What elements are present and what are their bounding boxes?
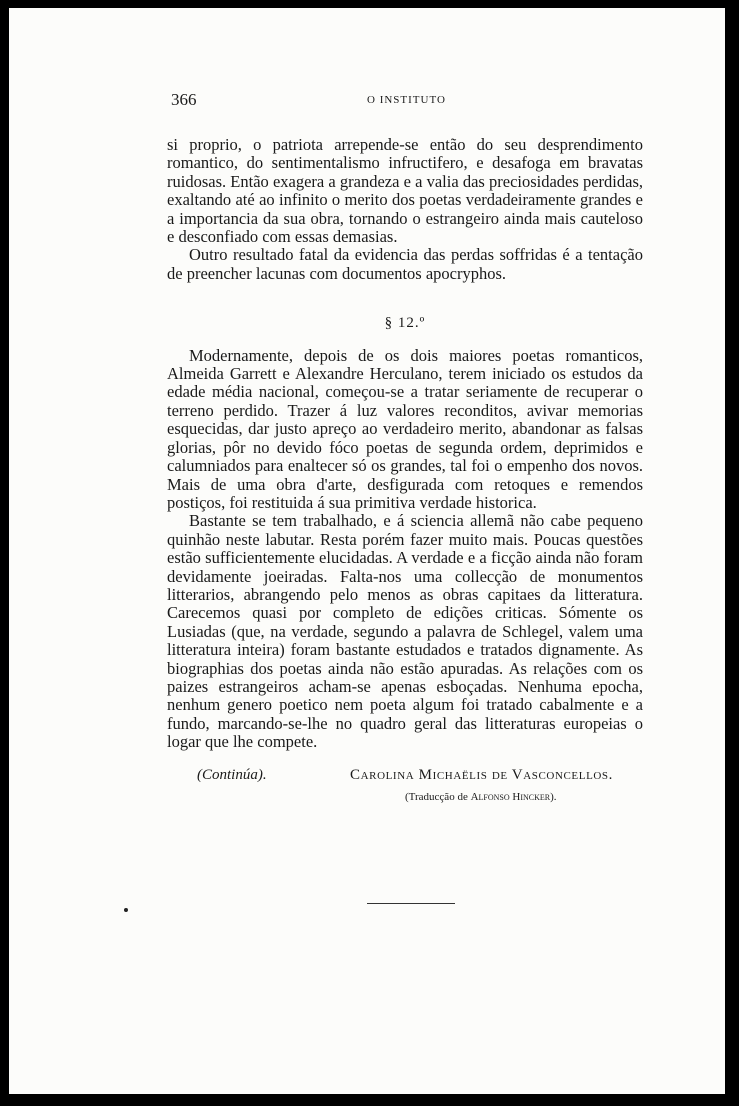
translation-credit — [405, 788, 557, 806]
translation-prefix: (Traducção de — [405, 790, 471, 803]
author-name: Carolina Michaëlis de Vasconcellos. — [349, 766, 613, 783]
end-rule — [367, 903, 455, 904]
book-page — [9, 8, 725, 1094]
paragraph: Bastante se tem trabalhado, e á sciencia allemã não cabe pequeno quinhão neste labutar. Resta porém fazer muito mais. Poucas questões estão sufficientemente elucidadas. A verdade e a ficção ainda não foram devidamente joeiradas. Falta-nos uma collecção de monumentos litterarios, abrangendo pelo menos as obras capitaes da litteratura. Carecemos quasi por completo de edições criticas. Sómente os Lusiadas (que, na verdade, segundo a palavra de Schlegel, valem uma litteratura inteira) foram bastante estudados e tratados dignamente. As biographias dos poetas ainda não estão apuradas. As relações com os paizes estrangeiros acham-se apenas esboçadas. Nenhuma epocha, nenhum genero poetico nem poeta algum foi tratado cabalmente e a fundo, marcando-se-lhe no quadro geral das litteraturas europeias o logar que lhe compete. — [167, 511, 643, 752]
continua-note: (Continúa). — [197, 766, 267, 783]
paragraph: Modernamente, depois de os dois maiores poetas romanticos, Almeida Garrett e Alexandre Herculano, terem iniciado os estudos da edade média nacional, começou-se a tratar seriamente de recuperar o terreno perdido. Trazer á luz valores reconditos, avivar memorias esquecidas, dar justo apreço ao verdadeiro merito, abandonar as falsas glorias, pôr no devido fóco poetas de segunda ordem, deprimidos e calumniados para enaltecer só os grandes, tal foi o empenho dos novos. Mais de uma obra d'arte, desfigurada com retoques e remendos postiços, foi restituida á sua primitiva verdade historica. — [167, 345, 643, 512]
paragraph: Outro resultado fatal da evidencia das perdas soffridas é a tentação de preencher lacunas com documentos apocryphos. — [167, 245, 643, 283]
signature-block — [167, 766, 643, 806]
page-number: 366 — [171, 90, 197, 109]
running-title: O INSTITUTO — [367, 94, 446, 106]
translation-suffix: ). — [550, 790, 557, 803]
translator-name: Alfonso Hincker — [470, 790, 551, 803]
section-heading: § 12.º — [384, 315, 426, 332]
paragraph-continued: si proprio, o patriota arrepende-se então do seu desprendimento romantico, do sentimentalismo infructifero, e desafoga em bravatas ruidosas. Então exagera a grandeza e a valia das preciosidades perdidas, exaltando até ao infinito o merito dos poetas verdadeiramente grandes e a importancia da sua obra, tornando o estrangeiro ainda mais cauteloso e desconfiado com essas demasias. — [167, 135, 643, 247]
body-text — [167, 136, 643, 806]
ink-speck — [124, 908, 128, 912]
